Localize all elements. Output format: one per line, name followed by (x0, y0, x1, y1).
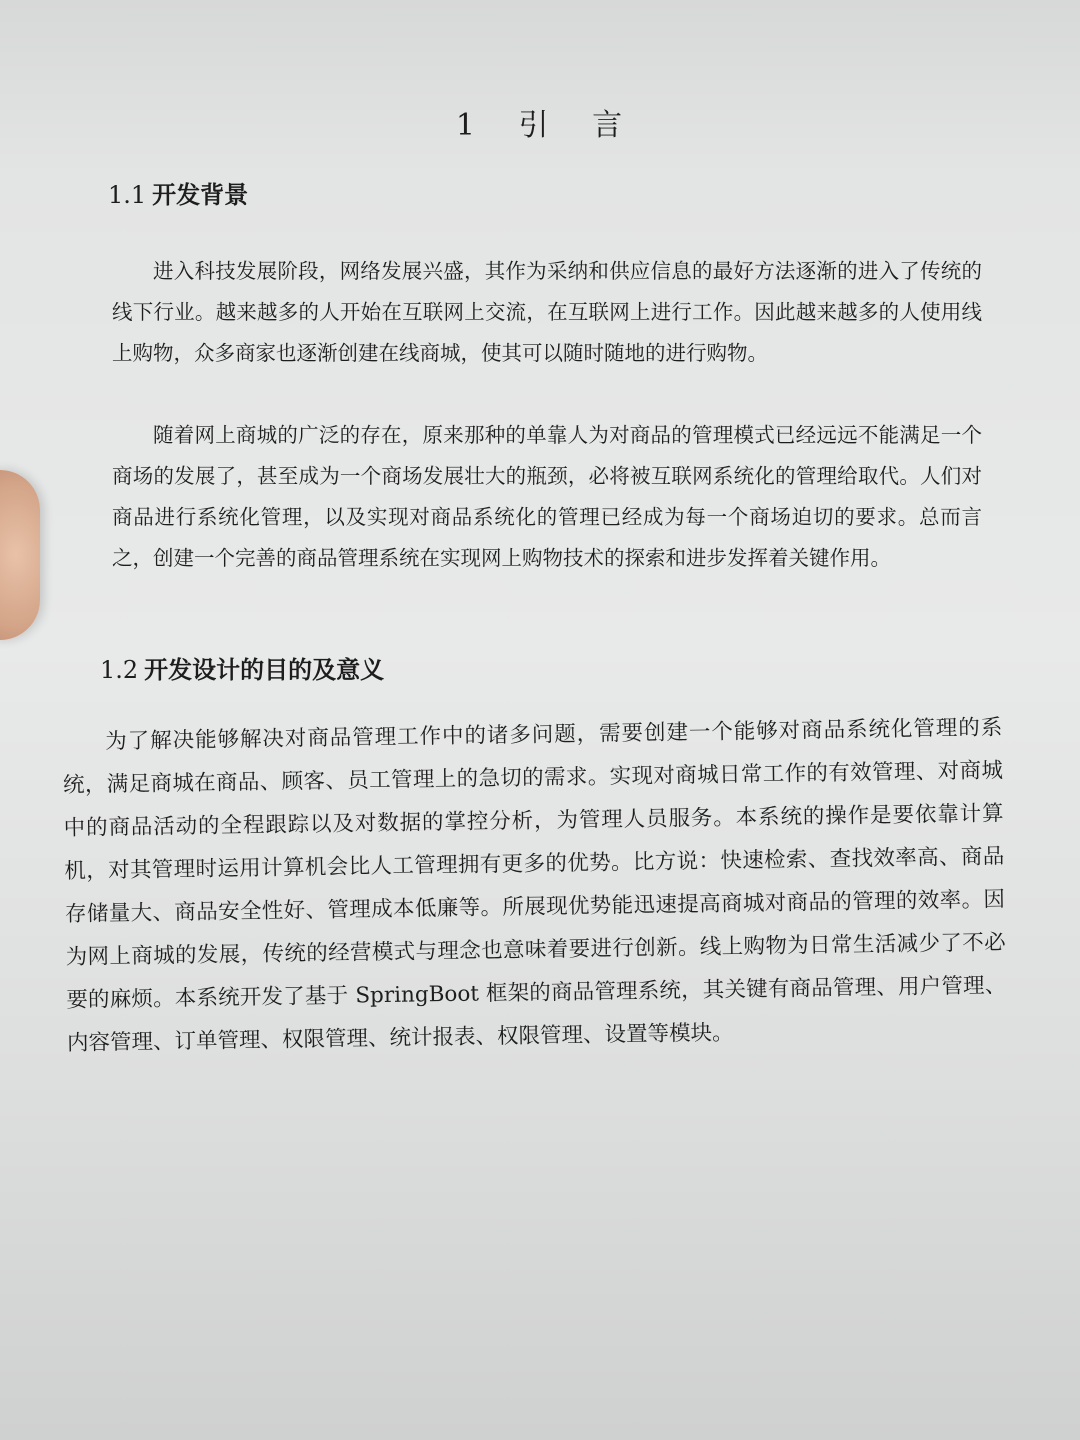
section-title: 开发背景 (152, 181, 249, 209)
paragraph-background-2: 随着网上商城的广泛的存在，原来那种的单靠人为对商品的管理模式已经远远不能满足一个商场的发展了，甚至成为一个商场发展壮大的瓶颈，必将被互联网系统化的管理给取代。人们对商品进行系统化管理，以及实现对商品系统化的管理已经成为每一个商场迫切的要求。总而言之，创建一个完善的商品管理系统在实现网上购物技术的探索和进步发挥着关键作用。 (112, 423, 982, 570)
section-number: 1.2 (100, 656, 139, 684)
section-title: 开发设计的目的及意义 (144, 656, 385, 684)
section-number: 1.1 (108, 181, 147, 209)
thumb (0, 470, 40, 640)
paragraph-background-1: 进入科技发展阶段，网络发展兴盛，其作为采纳和供应信息的最好方法逐渐的进入了传统的线下行业。越来越多的人开始在互联网上交流，在互联网上进行工作。因此越来越多的人使用线上购物，众多商家也逐渐创建在线商城，使其可以随时随地的进行购物。 (112, 259, 982, 365)
paragraph-purpose: 为了解决能够解决对商品管理工作中的诸多问题，需要创建一个能够对商品系统化管理的系统，满足商城在商品、顾客、员工管理上的急切的需求。实现对商城日常工作的有效管理、对商城中的商品活动的全程跟踪以及对数据的掌控分析，为管理人员服务。本系统的操作是要依靠计算机，对其管理时运用计算机会比人工管理拥有更多的优势。比方说：快速检索、查找效率高、商品存储量大、商品安全性好、管理成本低廉等。所展现优势能迅速提高商城对商品的管理的效率。因为网上商城的发展，传统的经营模式与理念也意味着要进行创新。线上购物为日常生活减少了不必要的麻烦。本系统开发了基于 SpringBoot 框架的商品管理系统，其关键有商品管理、用户管理、内容管理、订单管理、权限管理、统计报表、权限管理、设置等模块。 (62, 715, 1007, 1056)
chapter-title: 1 引 言 (455, 108, 625, 143)
section-heading-1-2 (100, 650, 384, 685)
section-heading-1-1 (108, 175, 248, 210)
